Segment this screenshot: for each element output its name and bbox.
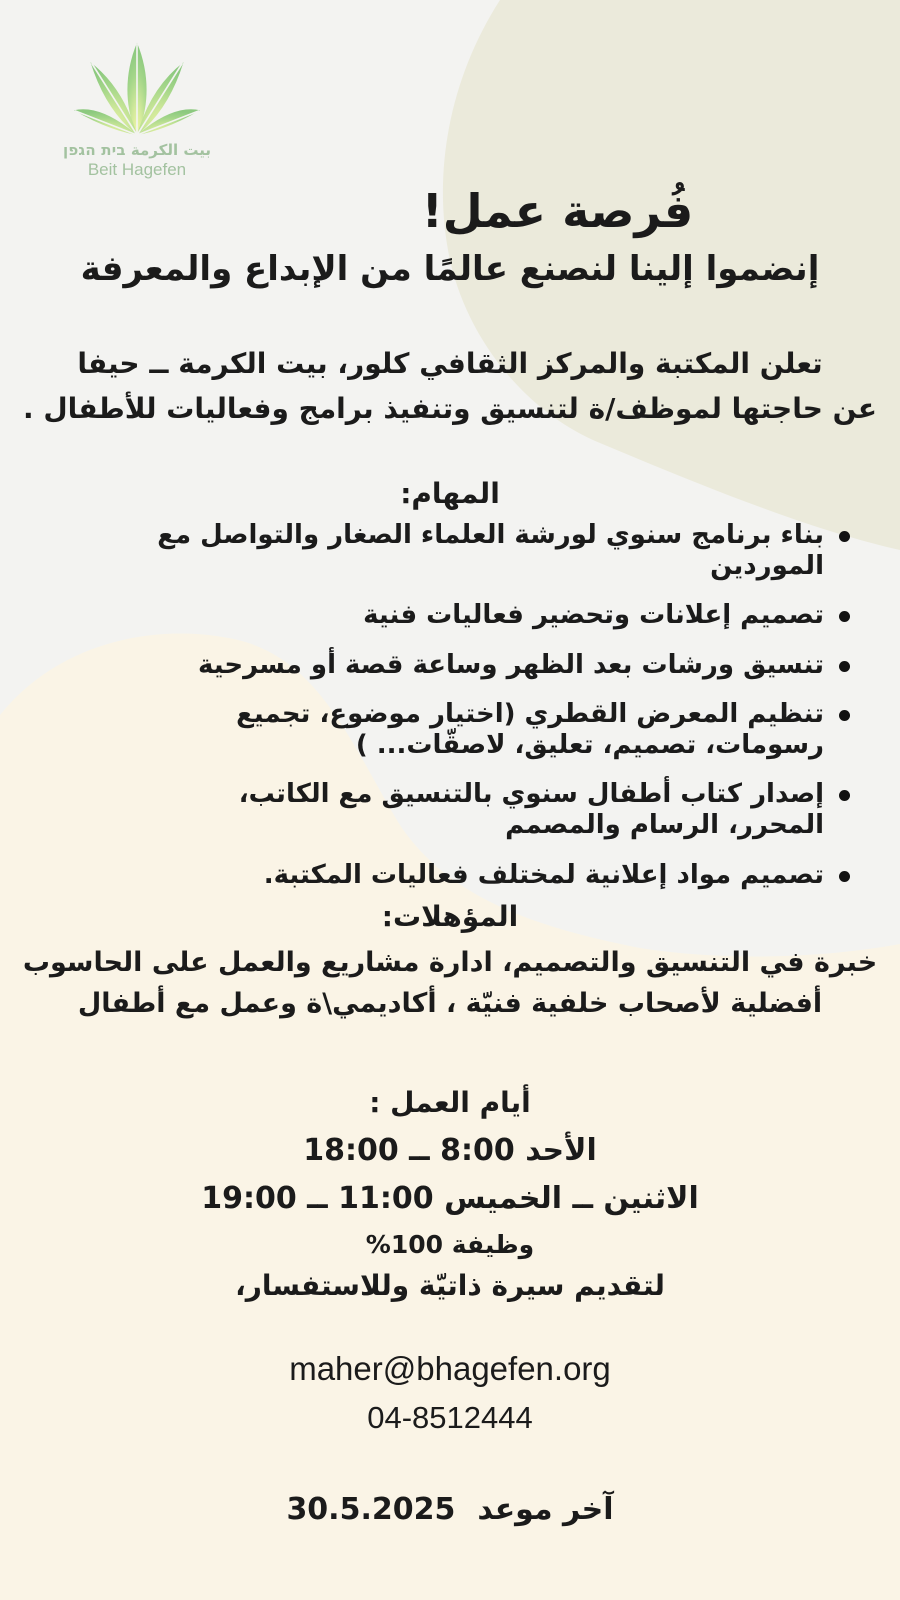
leaf-fan-icon [62,26,212,139]
task-item [36,650,850,681]
schedule-section [0,1086,900,1302]
monday-thursday-hours: الاثنين ــ الخميس 11:00 ــ 19:00 [201,1181,699,1216]
bullet-dot [839,611,850,622]
contact-email: maher@bhagefen.org [289,1350,611,1387]
bullet-dot [839,661,850,672]
task-item [36,779,850,841]
task-text: تنظيم المعرض القطري (اختيار موضوع، تجميع رسومات، تصميم، تعليق، لاصقّات... ) [236,698,824,760]
contact-phone: 04-8512444 [367,1400,533,1435]
task-text: بناء برنامج سنوي لورشة العلماء الصغار والتواصل مع الموردين [157,520,824,582]
sunday-hours: الأحد 8:00 ــ 18:00 [303,1133,597,1168]
org-name-en: Beit Hagefen [87,160,187,179]
deadline-date: 30.5.2025 [286,1492,456,1527]
task-text: إصدار كتاب أطفال سنوي بالتنسيق مع الكاتب، المحرر، الرسام والمصمم [238,779,824,841]
flyer-title: فُرصة عمل! [421,184,694,238]
deadline-row [0,1492,900,1527]
task-text: تصميم إعلانات وتحضير فعاليات فنية [363,600,824,631]
intro-line-2: عن حاجتها لموظف/ة لتنسيق وتنفيذ برامج وفعاليات للأطفال . [23,392,877,425]
qualifications-heading: المؤهلات: [381,900,519,933]
workdays-heading: أيام العمل : [369,1086,531,1119]
task-item [36,600,850,631]
org-name-ar-he: بيت الكرمة בית הגפן [63,141,211,159]
bullet-dot [839,710,850,721]
task-item [36,699,850,761]
task-text: تصميم مواد إعلانية لمختلف فعاليات المكتبة. [263,859,824,890]
qualifications-section [0,900,900,1019]
intro-line-1: تعلن المكتبة والمركز الثقافي كلور، بيت الكرمة ــ حيفا [77,347,823,380]
apply-note: لتقديم سيرة ذاتيّة وللاستفسار، [235,1269,665,1302]
qualification-line-1: خبرة في التنسيق والتصميم، ادارة مشاريع والعمل على الحاسوب [22,947,878,978]
bullet-dot [839,531,850,542]
contact-section [0,1350,900,1436]
flyer-subtitle: إنضموا إلينا لنصنع عالمًا من الإبداع والمعرفة [80,249,820,289]
position-scope: وظيفة 100% [365,1230,535,1259]
task-item [36,860,850,891]
intro-paragraph [0,341,900,431]
deadline-label: آخر موعد [477,1492,614,1527]
qualification-line-2: أفضلية لأصحاب خلفية فنيّة ، أكاديمي\ة وعمل مع أطفال [77,988,823,1019]
task-text: تنسيق ورشات بعد الظهر وساعة قصة أو مسرحية [198,649,824,680]
beit-hagefen-logo [48,26,226,180]
bullet-dot [839,871,850,882]
tasks-heading: المهام: [400,477,500,510]
task-item [36,520,850,582]
bullet-dot [839,790,850,801]
tasks-list [36,520,850,909]
